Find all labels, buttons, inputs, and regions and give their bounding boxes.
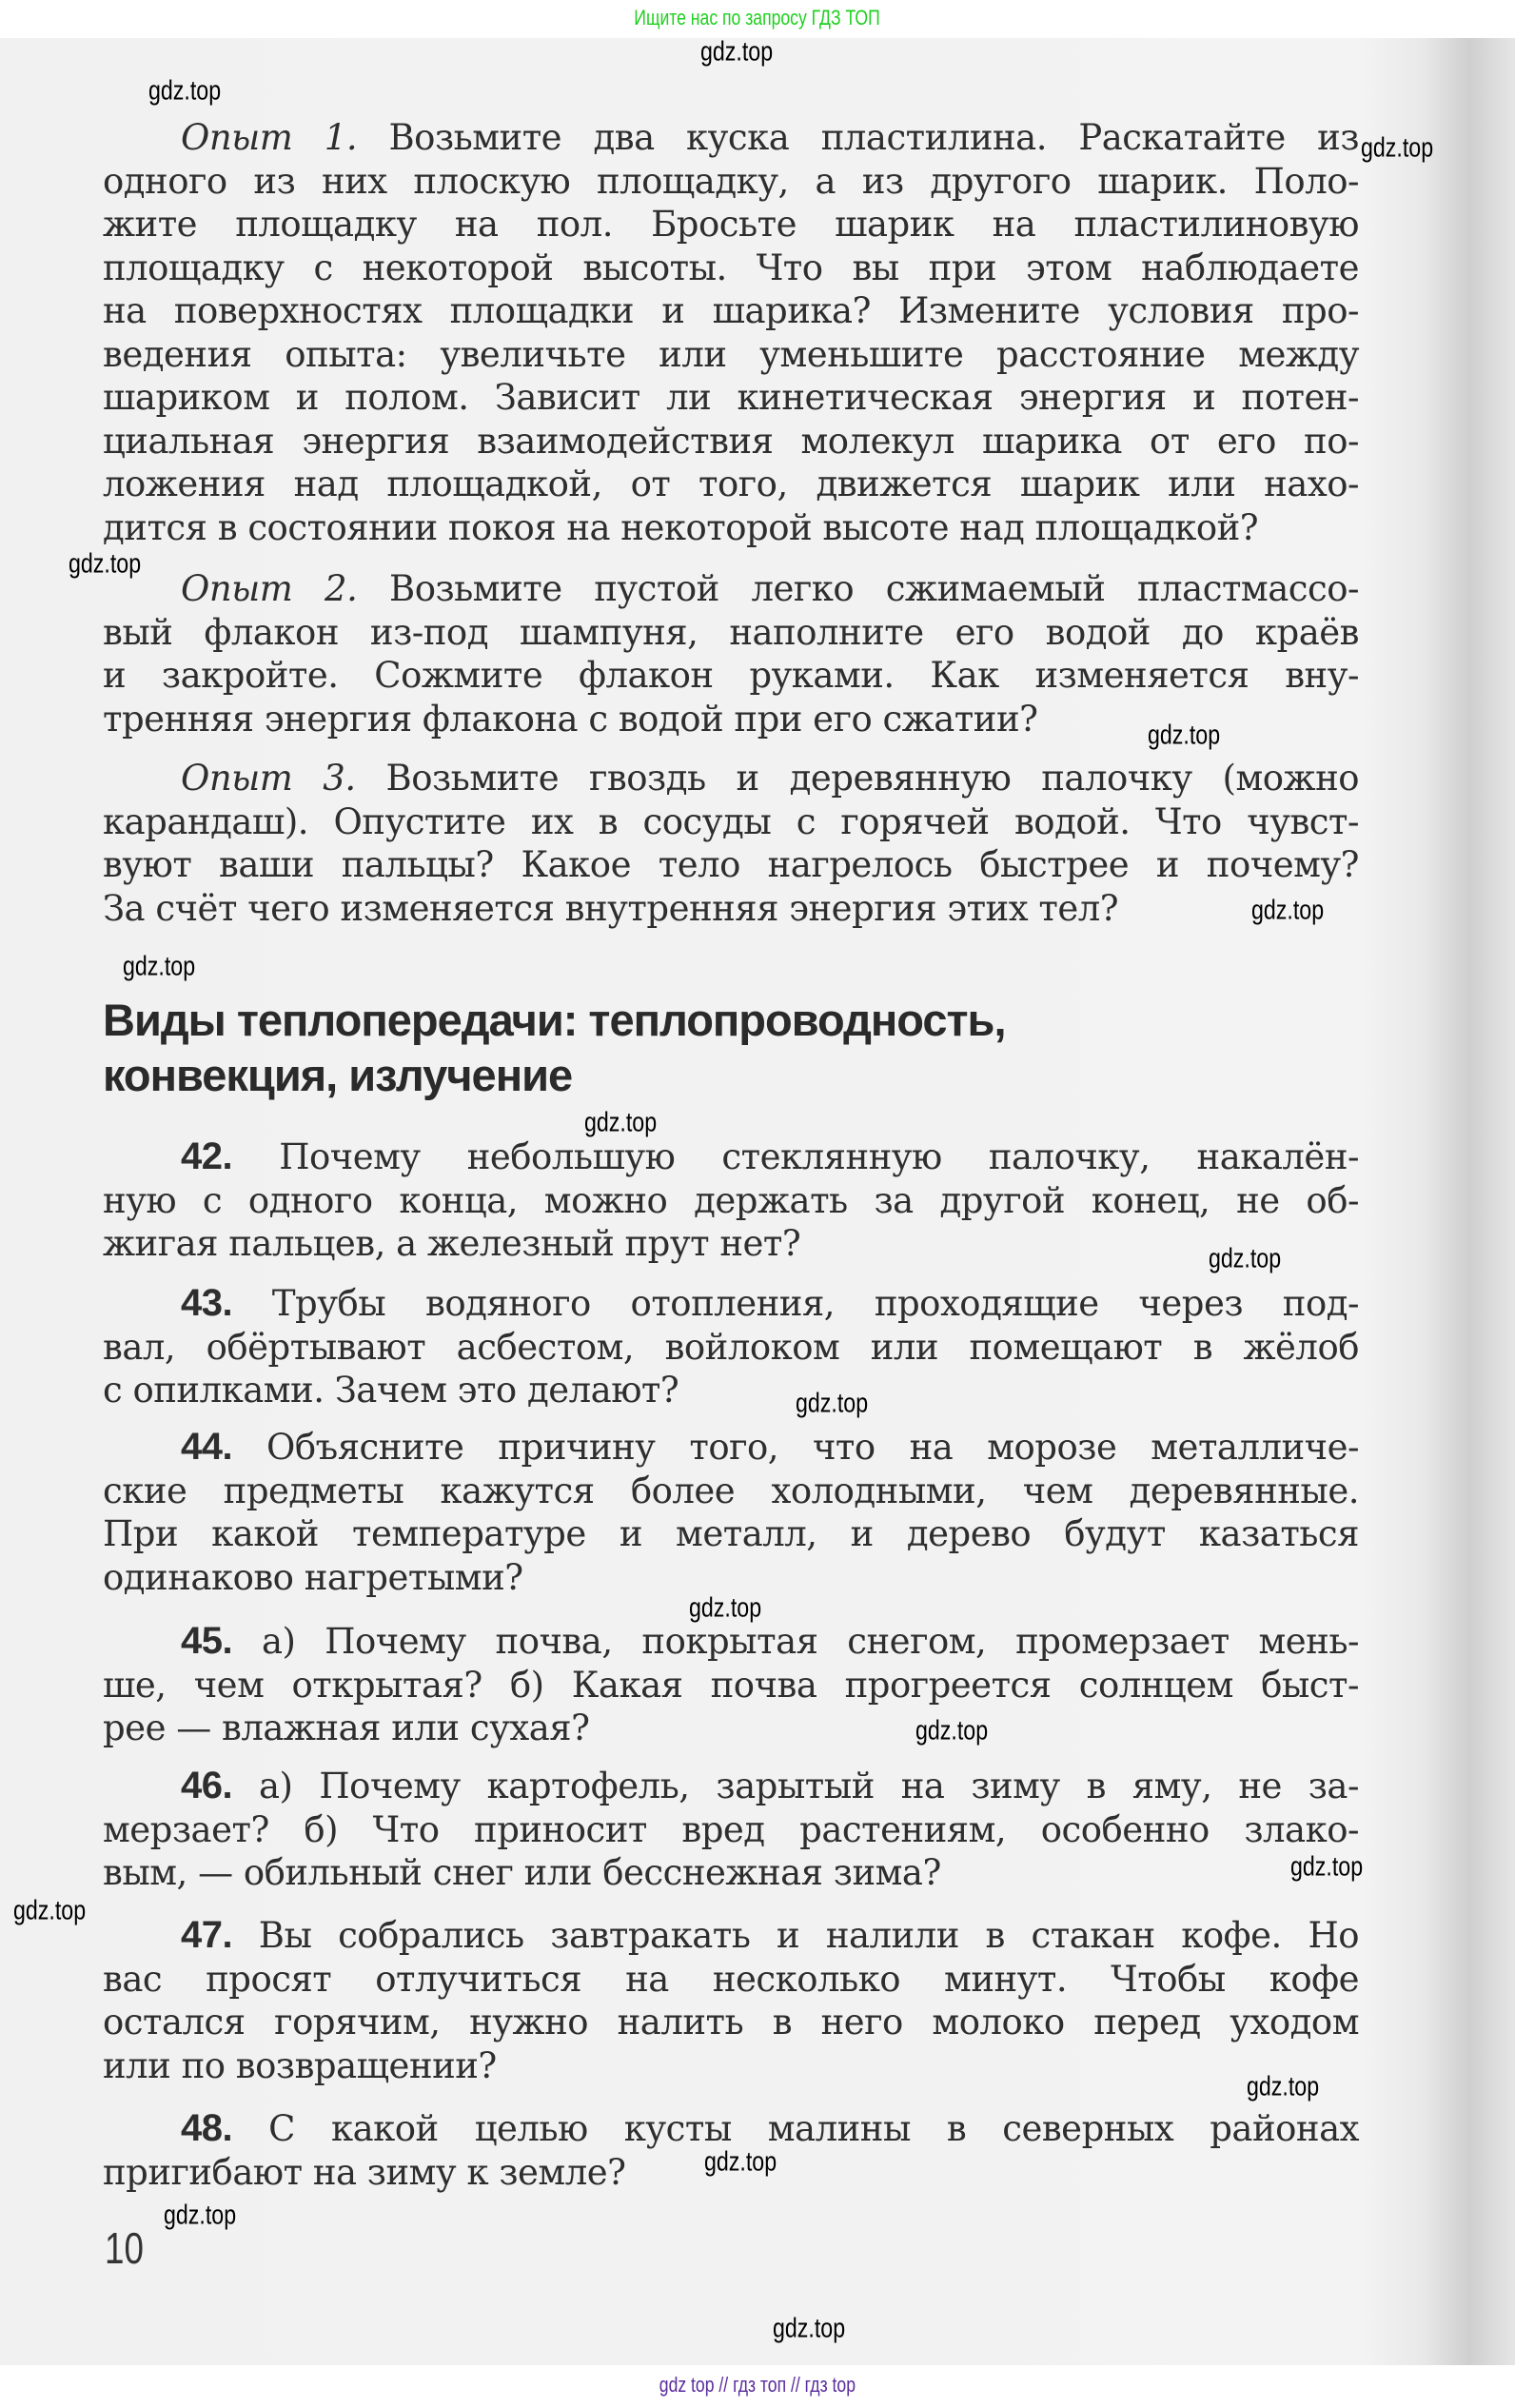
text-line — [103, 247, 1359, 290]
paragraph-label: 43. — [181, 1282, 233, 1324]
text-line-content: карандаш). Опустите их в сосуды с горячей водой. Что чувст- — [103, 800, 1359, 842]
experiment-paragraph — [103, 116, 1359, 549]
text-line — [103, 611, 1359, 655]
text-line — [103, 420, 1359, 464]
watermark-text: gdz.top — [164, 2200, 237, 2231]
bottom-banner-text: gdz top // гдз топ // гдз top — [659, 2373, 856, 2397]
watermark-text: gdz.top — [1247, 2071, 1320, 2102]
watermark-text: gdz.top — [1148, 720, 1221, 751]
exercise-47 — [103, 1914, 1359, 2087]
paragraph-label: Опыт 2. — [181, 568, 358, 609]
watermark-text: gdz.top — [1290, 1851, 1364, 1883]
text-line — [103, 1369, 1359, 1412]
text-line — [103, 1851, 1359, 1895]
text-line — [103, 1512, 1359, 1556]
exercise-44 — [103, 1426, 1359, 1599]
text-line-content: ложения над площадкой, от того, движется шарик или нахо- — [103, 464, 1359, 504]
text-line — [103, 506, 1359, 550]
text-line — [103, 1765, 1359, 1808]
text-line-content: с опилками. Зачем это делают? — [103, 1370, 679, 1411]
text-line-content: Возьмите гвоздь и деревянную палочку (можно — [385, 758, 1360, 799]
bottom-banner — [0, 2365, 1515, 2408]
text-line-content: на поверхностях площадки и шарика? Измените условия про- — [103, 290, 1359, 331]
watermark-text: gdz.top — [584, 1107, 658, 1138]
paragraph-label: 46. — [181, 1765, 233, 1806]
text-line-content: одинаково нагретыми? — [103, 1556, 523, 1598]
watermark-text: gdz.top — [796, 1388, 869, 1419]
watermark-text: gdz.top — [773, 2313, 846, 2344]
text-line — [103, 1707, 1359, 1750]
text-line-content: мерзает? б) Что приносит вред растениям, особенно злако- — [103, 1808, 1359, 1850]
watermark-text: gdz.top — [69, 548, 142, 580]
text-line — [103, 289, 1359, 333]
text-line-content: дится в состоянии покоя на некоторой высоте над площадкой? — [103, 506, 1259, 548]
watermark-text: gdz.top — [1251, 895, 1325, 926]
paragraph-label: 47. — [181, 1914, 233, 1956]
watermark-text: gdz.top — [148, 75, 222, 107]
text-line-content: а) Почему почва, покрытая снегом, промерзает мень- — [261, 1621, 1359, 1662]
watermark-text: gdz.top — [915, 1715, 989, 1747]
exercise-43 — [103, 1282, 1359, 1412]
text-line-content: ную с одного конца, можно держать за другой конец, не об- — [103, 1179, 1359, 1221]
section-heading-line: Виды теплопередачи: теплопроводность, — [103, 995, 1006, 1045]
watermark-text: gdz.top — [1361, 132, 1434, 164]
text-line-content: За счёт чего изменяется внутренняя энергия этих тел? — [103, 887, 1119, 929]
text-line — [103, 1470, 1359, 1513]
text-line-content: одного из них плоскую площадку, а из другого шарик. Поло- — [103, 160, 1359, 202]
watermark-text: gdz.top — [704, 2146, 777, 2178]
text-line-content: тренняя энергия флакона с водой при его сжатии? — [103, 698, 1038, 740]
text-line — [103, 1664, 1359, 1707]
text-line — [103, 1914, 1359, 1958]
text-line-content: шариком и полом. Зависит ли кинетическая энергия и потен- — [103, 377, 1359, 418]
text-line-content: При какой температуре и металл, и дерево будут казаться — [103, 1513, 1359, 1554]
text-line-content: Трубы водяного отопления, проходящие через под- — [271, 1283, 1360, 1324]
text-line-content: и закройте. Сожмите флакон руками. Как изменяется вну- — [103, 655, 1359, 696]
text-line — [103, 116, 1359, 160]
text-line-content: или по возвращении? — [103, 2044, 497, 2086]
text-line-content: жигая пальцев, а железный прут нет? — [103, 1223, 801, 1264]
text-line-content: ше, чем открытая? б) Какая почва прогреется солнцем быст- — [103, 1664, 1359, 1706]
text-line — [103, 160, 1359, 204]
text-line — [103, 1222, 1359, 1266]
text-line — [103, 757, 1359, 800]
section-heading-line: конвекция, излучение — [103, 1050, 573, 1100]
text-line-content: пригибают на зиму к земле? — [103, 2151, 626, 2193]
text-line — [103, 1426, 1359, 1470]
text-line-content: ские предметы кажутся более холодными, чем деревянные. — [103, 1470, 1359, 1511]
text-line — [103, 463, 1359, 506]
text-line — [103, 1808, 1359, 1852]
text-line-content: а) Почему картофель, зарытый на зиму в яму, не за- — [258, 1766, 1359, 1806]
text-line — [103, 333, 1359, 377]
text-line — [103, 1620, 1359, 1664]
text-line — [103, 843, 1359, 887]
text-line-content: циальная энергия взаимодействия молекул шарика от его по- — [103, 420, 1359, 462]
watermark-text: gdz.top — [123, 951, 196, 982]
text-line-content: площадку с некоторой высоты. Что вы при этом наблюдаете — [103, 247, 1359, 288]
text-line-content: рее — влажная или сухая? — [103, 1707, 590, 1748]
text-line — [103, 567, 1359, 611]
exercise-46 — [103, 1765, 1359, 1895]
text-line — [103, 2107, 1359, 2151]
text-line — [103, 800, 1359, 844]
top-banner-text: Ищите нас по запросу ГДЗ ТОП — [634, 6, 881, 30]
text-line — [103, 1326, 1359, 1370]
text-line — [103, 203, 1359, 247]
text-line-content: жите площадку на пол. Бросьте шарик на пластилиновую — [103, 204, 1359, 245]
watermark-text: gdz.top — [689, 1592, 762, 1624]
text-line — [103, 1958, 1359, 2002]
watermark-text: gdz.top — [1209, 1243, 1282, 1274]
text-line — [103, 887, 1359, 931]
text-line-content: Объясните причину того, что на морозе металличе- — [266, 1427, 1360, 1468]
text-line-content: ведения опыта: увеличьте или уменьшите расстояние между — [103, 333, 1359, 375]
text-line-content: остался горячим, нужно налить в него молоко перед уходом — [103, 2002, 1359, 2043]
watermark-text: gdz.top — [700, 36, 774, 68]
text-line-content: Вы собрались завтракать и налили в стакан кофе. Но — [258, 1915, 1360, 1956]
text-line-content: вал, обёртывают асбестом, войлоком или помещают в жёлоб — [103, 1326, 1359, 1368]
text-line — [103, 2044, 1359, 2088]
text-line-content: вым, — обильный снег или бесснежная зима? — [103, 1852, 941, 1893]
text-line-content: вуют ваши пальцы? Какое тело нагрелось быстрее и почему? — [103, 844, 1359, 885]
paragraph-label: 44. — [181, 1426, 233, 1468]
text-line — [103, 376, 1359, 420]
paragraph-label: 45. — [181, 1620, 233, 1662]
paragraph-label: Опыт 3. — [181, 758, 356, 799]
watermark-text: gdz.top — [13, 1895, 87, 1926]
paragraph-label: Опыт 1. — [181, 117, 358, 158]
experiment-paragraph — [103, 757, 1359, 930]
text-line — [103, 1282, 1359, 1326]
text-line-content: вас просят отлучиться на несколько минут. Чтобы кофе — [103, 1958, 1359, 2000]
exercise-45 — [103, 1620, 1359, 1750]
text-line — [103, 2001, 1359, 2044]
text-line — [103, 1135, 1359, 1179]
text-line-content: Почему небольшую стеклянную палочку, накалён- — [279, 1136, 1359, 1177]
text-line-content: вый флакон из-под шампуня, наполните его водой до краёв — [103, 611, 1359, 653]
text-line-content: Возьмите два куска пластилина. Раскатайте из — [388, 117, 1359, 158]
experiment-paragraph — [103, 567, 1359, 740]
top-banner — [0, 0, 1515, 38]
exercise-42 — [103, 1135, 1359, 1266]
text-line — [103, 654, 1359, 698]
text-line — [103, 1179, 1359, 1223]
section-heading — [103, 993, 1006, 1103]
paragraph-label: 48. — [181, 2107, 233, 2149]
page-number: 10 — [105, 2223, 144, 2273]
text-line-content: Возьмите пустой легко сжимаемый пластмассо- — [389, 568, 1359, 609]
paragraph-label: 42. — [181, 1135, 233, 1177]
text-line-content: С какой целью кусты малины в северных районах — [268, 2108, 1360, 2149]
